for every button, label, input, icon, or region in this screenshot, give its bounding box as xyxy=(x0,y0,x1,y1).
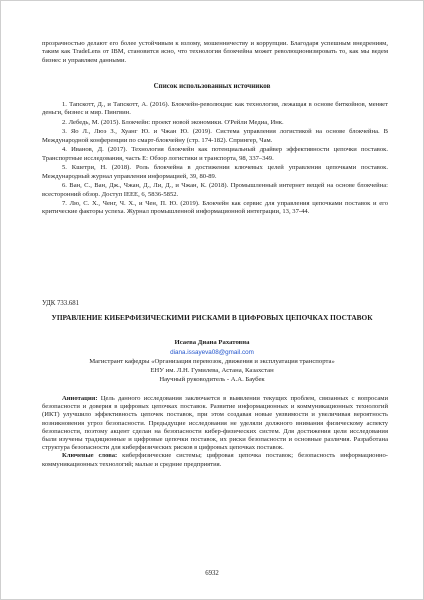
author-name: Исаева Диана Рахатовна xyxy=(174,339,250,346)
supervisor-line: Научный руководитель - А.А. Баубек xyxy=(159,376,265,383)
abstract-paragraph xyxy=(42,395,388,452)
affiliation-university: ЕНУ им. Л.Н. Гумилева, Астана, Казахстан xyxy=(150,367,274,374)
reference-item: 4. Иванов, Д. (2017). Технология блокчейн как потенциальный драйвер эффективности цепочки поставок. Транспортные исследования, часть E: Обзор логистики и транспорта, 98, 337–349. xyxy=(42,146,388,162)
abstract-text: Цель данного исследования заключается в выявлении текущих проблем, связанных с вопросами безопасности и доверия в цифровых цепочках поставок. Развитие информационных и коммуникационных технологий (ИКТ) улучшило эффективность цепочек поставок, при этом создавая новые уязвимости и увеличивая вероятность возникновения угроз безопасности. Предыдущие исследования не уделяли должного внимания физическому аспекту безопасности, поэтому акцент сделан на безопасности кибер-физических систем. Для достижения цели исследования были изучены традиционные и цифровые цепочки поставок, их риски безопасности и основные различия. Разработана структура безопасности для киберфизических рисков в цифровых цепочках поставок. xyxy=(42,395,388,452)
keywords-text: киберфизические системы; цифровая цепочка поставок; безопасность информационно-коммуникационных технологий; малые и средние предприятия. xyxy=(42,452,388,468)
keywords-paragraph xyxy=(42,452,388,468)
udk-code: УДК 733.681 xyxy=(42,300,80,307)
reference-item: 5. Кшетри, Н. (2018). Роль блокчейна в достижении ключевых целей управления цепочками поставок. Международный журнал управления информацией, 39, 80-89. xyxy=(42,164,388,180)
page-number: 6932 xyxy=(205,570,219,577)
reference-item: 6. Ван, С., Ван, Дж., Чжан, Д., Ли, Д., и Чжан, К. (2018). Промышленный интернет вещей на основе блокчейна: всесторонний обзор. Доступ IEEE, 6, 5836-5852. xyxy=(42,182,388,198)
reference-item: 7. Лю, С. Х., Ченг, Ч. Х., и Чен, П. Ю. (2019). Блокчейн как сервис для управления цепочками поставок и его критические факторы успеха. Журнал промышленной информационной интеграции, 13, 37-44. xyxy=(42,200,388,216)
abstract-block xyxy=(42,395,388,469)
references-heading: Список использованных источников xyxy=(153,82,271,90)
author-email[interactable]: diana.issayeva08@gmail.com xyxy=(170,349,254,356)
references-list xyxy=(42,101,388,218)
intro-text: прозрачностью делают его более устойчивым к взлому, мошенничеству и коррупции. Благодаря успешным внедрениям, таким как TradeLens от IBM, становится ясно, что технология блокчейна может революционизировать то, как мы ведем бизнес и управляем данными. xyxy=(42,40,388,64)
reference-item: 2. Лебедь, М. (2015). Блокчейн: проект новой экономики. О'Рейли Медиа, Инк. xyxy=(62,118,284,126)
intro-paragraph xyxy=(42,40,388,65)
article-title: УПРАВЛЕНИЕ КИБЕРФИЗИЧЕСКИМИ РИСКАМИ В ЦИФРОВЫХ ЦЕПОЧКАХ ПОСТАВОК xyxy=(51,313,373,322)
keywords-label: Ключевые слова: xyxy=(62,452,118,460)
affiliation-department: Магистрант кафедры «Организация перевозок, движения и эксплуатация транспорта» xyxy=(89,358,335,365)
reference-item: 3. Яо Л., Люэ З., Хуанг Ю. и Чжан Ю. (2019). Система управления логистикой на основе блокчейна. В Международной конференции по смарт-блокчейну (стр. 174-182). Спрингер, Чам. xyxy=(42,128,388,144)
reference-item: 1. Тапскотт, Д., и Тапскотт, А. (2016). Блокчейн-революция: как технология, лежащая в основе биткойнов, меняет деньги, бизнес и мир. Пингвин. xyxy=(42,101,388,117)
abstract-label: Аннотация: xyxy=(62,395,98,402)
